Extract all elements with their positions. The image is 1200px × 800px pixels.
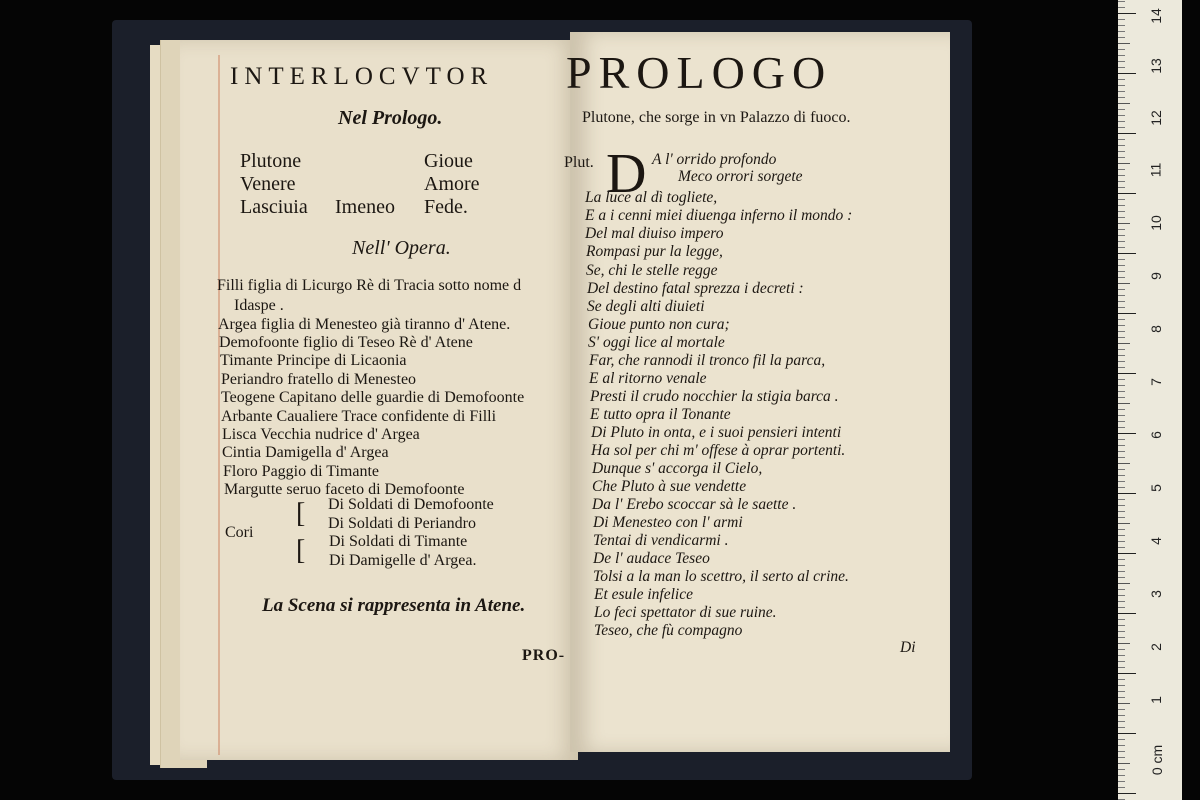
verse-line: S' oggi lice al mortale [588, 334, 725, 351]
ruler-label: 0 cm [1149, 744, 1166, 776]
ruler-label: 2 [1147, 643, 1164, 651]
verse-line: Che Pluto à sue vendette [592, 478, 747, 495]
cast-plutone: Plutone [240, 150, 302, 172]
cori-label: Cori [225, 524, 254, 541]
running-head-left: INTERLOCVTOR [230, 63, 494, 90]
verse-line: De l' audace Teseo [593, 550, 710, 567]
opera-heading: Nell' Opera. [352, 237, 451, 259]
verse-line: Ha sol per chi m' offese à oprar portenti. [591, 442, 846, 459]
verse-line: Rompasi pur la legge, [586, 243, 723, 260]
ruler-label: 5 [1147, 484, 1164, 492]
role-line: Arbante Caualiere Trace confidente di Filli [221, 408, 497, 425]
ruler-label: 11 [1147, 162, 1164, 178]
verse-line: Da l' Erebo scoccar sà le saette . [592, 496, 797, 513]
cast-fede: Fede. [424, 196, 468, 218]
verse-line: Et esule infelice [594, 586, 693, 603]
role-line: Timante Principe di Licaonia [220, 352, 407, 369]
ruler-label: 8 [1147, 325, 1164, 333]
ruler-label: 14 [1147, 8, 1164, 24]
cast-gioue: Gioue [424, 150, 473, 172]
role-line: Lisca Vecchia nudrice d' Argea [222, 426, 420, 443]
prologue-heading: Nel Prologo. [338, 107, 443, 129]
ruler-label: 3 [1147, 590, 1164, 598]
verse-line: E al ritorno venale [589, 370, 707, 387]
brace-lower: [ [296, 535, 306, 566]
verse-line: Dunque s' accorga il Cielo, [592, 460, 763, 477]
verse-line: Se degli alti diuieti [587, 298, 705, 315]
role-line: Periandro fratello di Menesteo [221, 371, 417, 388]
coro-line: Di Soldati di Periandro [328, 515, 476, 532]
ruler-label: 12 [1147, 110, 1164, 126]
speaker-label: Plut. [564, 154, 594, 171]
verse-line: Tentai di vendicarmi . [593, 532, 729, 549]
stage-direction: Plutone, che sorge in vn Palazzo di fuoco. [582, 109, 851, 126]
ruler-label: 9 [1147, 272, 1164, 280]
verse-line: Teseo, che fù compagno [594, 622, 743, 639]
verse-line: Tolsi a la man lo scettro, il serto al crine. [593, 568, 849, 585]
role-line: Floro Paggio di Timante [223, 463, 380, 480]
verse-line: Gioue punto non cura; [588, 316, 730, 333]
verse-line: E tutto opra il Tonante [590, 406, 731, 423]
verse-line-first: A l' orrido profondo [652, 151, 777, 168]
measuring-ruler [1118, 0, 1182, 800]
brace-upper: [ [296, 498, 306, 529]
drop-cap: D [606, 143, 647, 205]
coro-line: Di Soldati di Demofoonte [328, 496, 494, 513]
page-edge-stain [218, 55, 220, 755]
verse-line: Far, che rannodi il tronco fil la parca, [589, 352, 826, 369]
ruler-label: 6 [1147, 431, 1164, 439]
role-line: Idaspe . [234, 297, 284, 314]
ruler-label: 13 [1147, 58, 1164, 74]
verse-line: La luce al dì togliete, [585, 189, 718, 206]
scene-note: La Scena si rappresenta in Atene. [262, 595, 526, 616]
role-line: Cintia Damigella d' Argea [222, 444, 389, 461]
catchword-right: Di [900, 639, 916, 656]
cast-lasciuia: Lasciuia [240, 196, 308, 218]
role-line: Argea figlia di Menesteo già tiranno d' Atene. [218, 316, 511, 333]
verse-line: Se, chi le stelle regge [586, 262, 718, 279]
cast-venere: Venere [240, 173, 296, 195]
verse-line: Lo feci spettator di sue ruine. [594, 604, 777, 621]
coro-line: Di Damigelle d' Argea. [329, 552, 477, 569]
role-line: Teogene Capitano delle guardie di Demofoonte [221, 389, 525, 406]
running-head-right: PROLOGO [566, 47, 833, 98]
verse-line: Di Pluto in onta, e i suoi pensieri intenti [591, 424, 842, 441]
role-line: Margutte seruo faceto di Demofoonte [224, 481, 465, 498]
cast-imeneo: Imeneo [335, 196, 395, 218]
verse-line: Presti il crudo nocchier la stigia barca . [590, 388, 839, 405]
verse-line: Del mal diuiso impero [585, 225, 724, 242]
verse-line: Di Menesteo con l' armi [593, 514, 743, 531]
coro-line: Di Soldati di Timante [329, 533, 468, 550]
role-line: Filli figlia di Licurgo Rè di Tracia sotto nome d [217, 277, 522, 294]
verse-line: Del destino fatal sprezza i decreti : [587, 280, 804, 297]
role-line: Demofoonte figlio di Teseo Rè d' Atene [219, 334, 473, 351]
ruler-label: 4 [1147, 537, 1164, 545]
ruler-label: 1 [1147, 696, 1164, 704]
cast-amore: Amore [424, 173, 480, 195]
verse-line: Meco orrori sorgete [678, 168, 803, 185]
ruler-label: 10 [1147, 215, 1164, 231]
ruler-label: 7 [1147, 378, 1164, 386]
verse-line: E a i cenni miei diuenga inferno il mondo : [585, 207, 853, 224]
catchword-left: PRO- [522, 647, 566, 664]
